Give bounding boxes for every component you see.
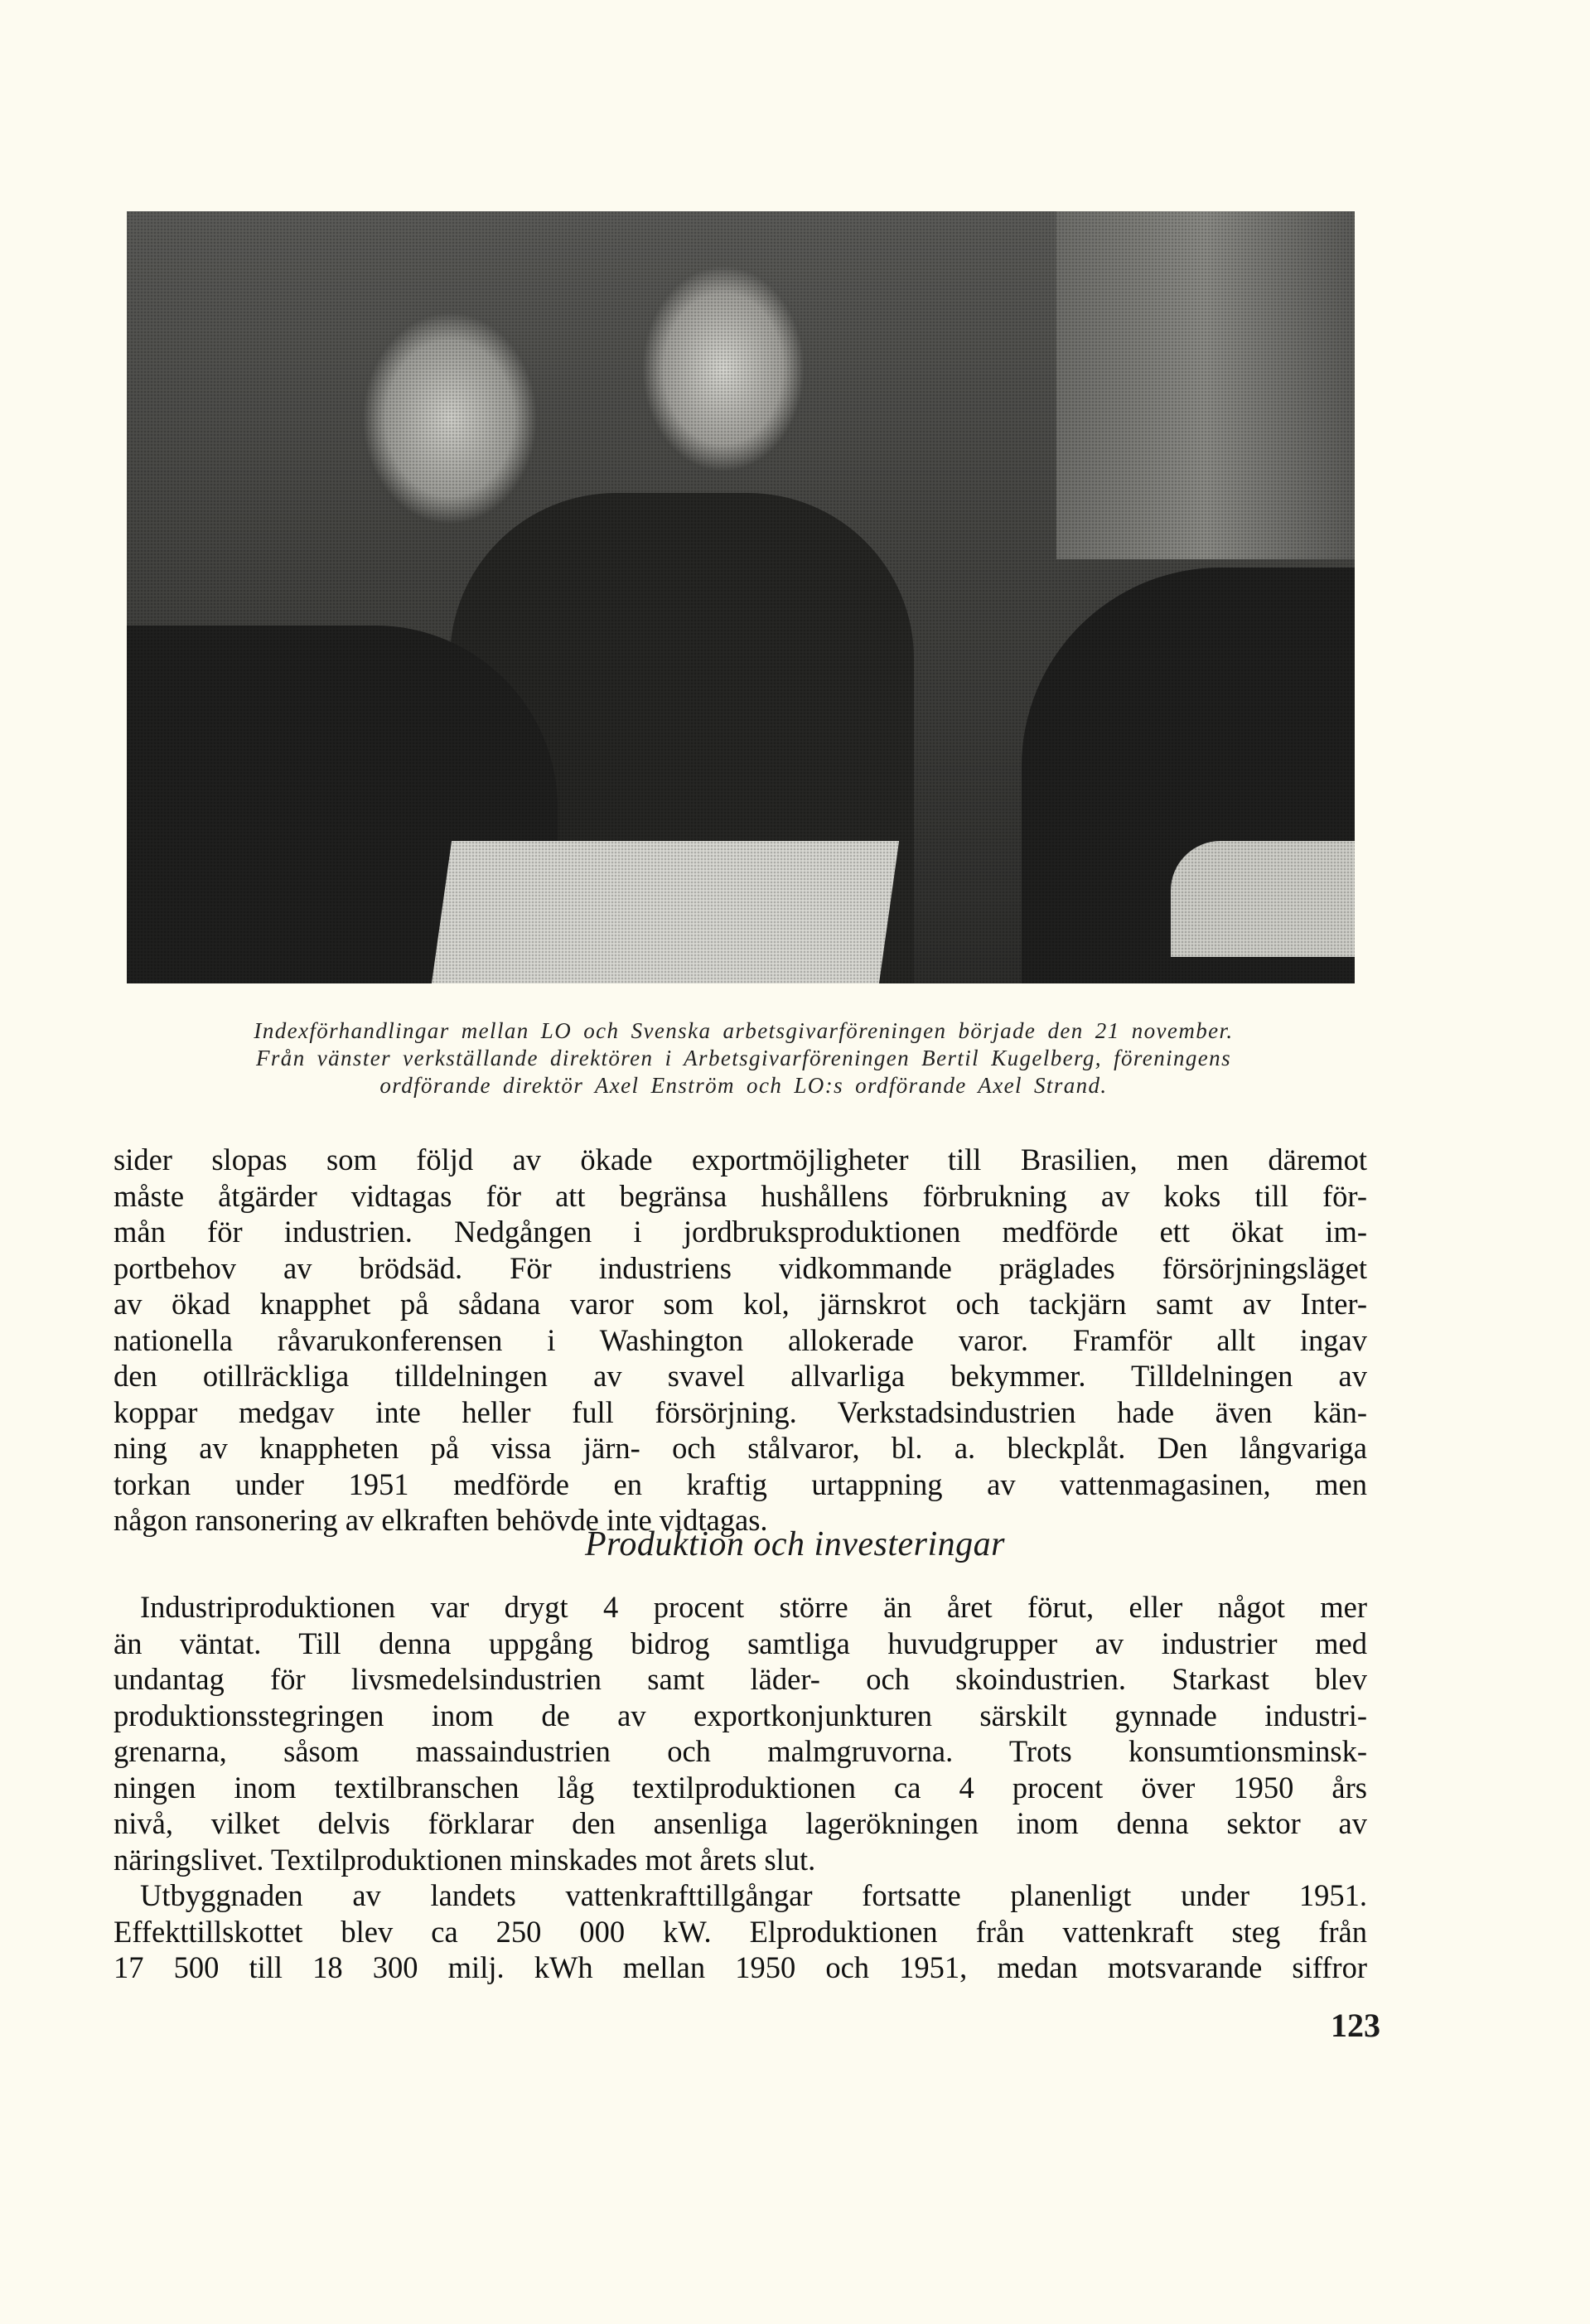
caption-line: Indexförhandlingar mellan LO och Svenska arbetsgivarföreningen började den 21 november. [254, 1018, 1234, 1043]
text-line: någon ransonering av elkraften behövde inte vidtagas. [114, 1503, 768, 1537]
caption-line: ordförande direktör Axel Enström och LO:s ordförande Axel Strand. [379, 1073, 1108, 1098]
text-line: undantag för livsmedelsindustrien samt läder- och skoindustrien. Starkast blev [114, 1662, 1367, 1696]
text-line: än väntat. Till denna uppgång bidrog samtliga huvudgrupper av industrier med [114, 1626, 1367, 1660]
text-line: grenarna, såsom massaindustrien och malmgruvorna. Trots konsumtionsminsk- [114, 1734, 1367, 1768]
text-line: ningen inom textilbranschen låg textilproduktionen ca 4 procent över 1950 års [114, 1770, 1367, 1805]
text-line: av ökad knapphet på sådana varor som kol, järnskrot och tackjärn samt av Inter- [114, 1287, 1367, 1321]
text-line: koppar medgav inte heller full försörjning. Verkstadsindustrien hade även kän- [114, 1394, 1367, 1429]
section-heading: Produktion och investeringar [584, 1525, 1006, 1563]
text-line: näringslivet. Textilproduktionen minskades mot årets slut. [114, 1842, 816, 1877]
text-line: portbehov av brödsäd. För industriens vidkommande präglades försörjningsläget [114, 1250, 1367, 1285]
text-line: torkan under 1951 medförde en kraftig urtappning av vattenmagasinen, men [114, 1466, 1367, 1501]
text-line: måste åtgärder vidtagas för att begränsa hushållens förbrukning av koks till för- [114, 1178, 1367, 1213]
text-line: nationella råvarukonferensen i Washington allokerade varor. Framför allt ingav [114, 1322, 1367, 1357]
page-number: 123 [1331, 2007, 1380, 2044]
text-line: Industriproduktionen var drygt 4 procent större än året förut, eller något mer [140, 1590, 1367, 1624]
text-line: Effekttillskottet blev ca 250 000 kW. Elproduktionen från vattenkraft steg från [114, 1914, 1367, 1949]
text-line: ning av knappheten på vissa järn- och stålvaror, bl. a. bleckplåt. Den långvariga [114, 1431, 1367, 1465]
text-line: produktionsstegringen inom de av exportkonjunkturen särskilt gynnade industri- [114, 1698, 1367, 1732]
photograph [127, 211, 1355, 983]
text-line: 17 500 till 18 300 milj. kWh mellan 1950 och 1951, medan motsvarande siffror [114, 1950, 1367, 1984]
paragraph-supply [114, 1142, 1367, 1539]
text-line: mån för industrien. Nedgången i jordbruksproduktionen medförde ett ökat im- [114, 1215, 1367, 1249]
text-line: nivå, vilket delvis förklarar den ansenliga lagerökningen inom denna sektor av [114, 1806, 1367, 1840]
halftone-texture [127, 211, 1355, 983]
paragraph-production [114, 1589, 1367, 1986]
text-line: sider slopas som följd av ökade exportmöjligheter till Brasilien, men däremot [114, 1143, 1367, 1176]
photo-caption [124, 1017, 1363, 1099]
text-line: Utbyggnaden av landets vattenkrafttillgångar fortsatte planenligt under 1951. [140, 1878, 1367, 1912]
caption-line: Från vänster verkställande direktören i Arbetsgivarföreningen Bertil Kugelberg, föreningens [256, 1046, 1231, 1070]
text-line: den otillräckliga tilldelningen av svavel allvarliga bekymmer. Tilldelningen av [114, 1359, 1367, 1393]
